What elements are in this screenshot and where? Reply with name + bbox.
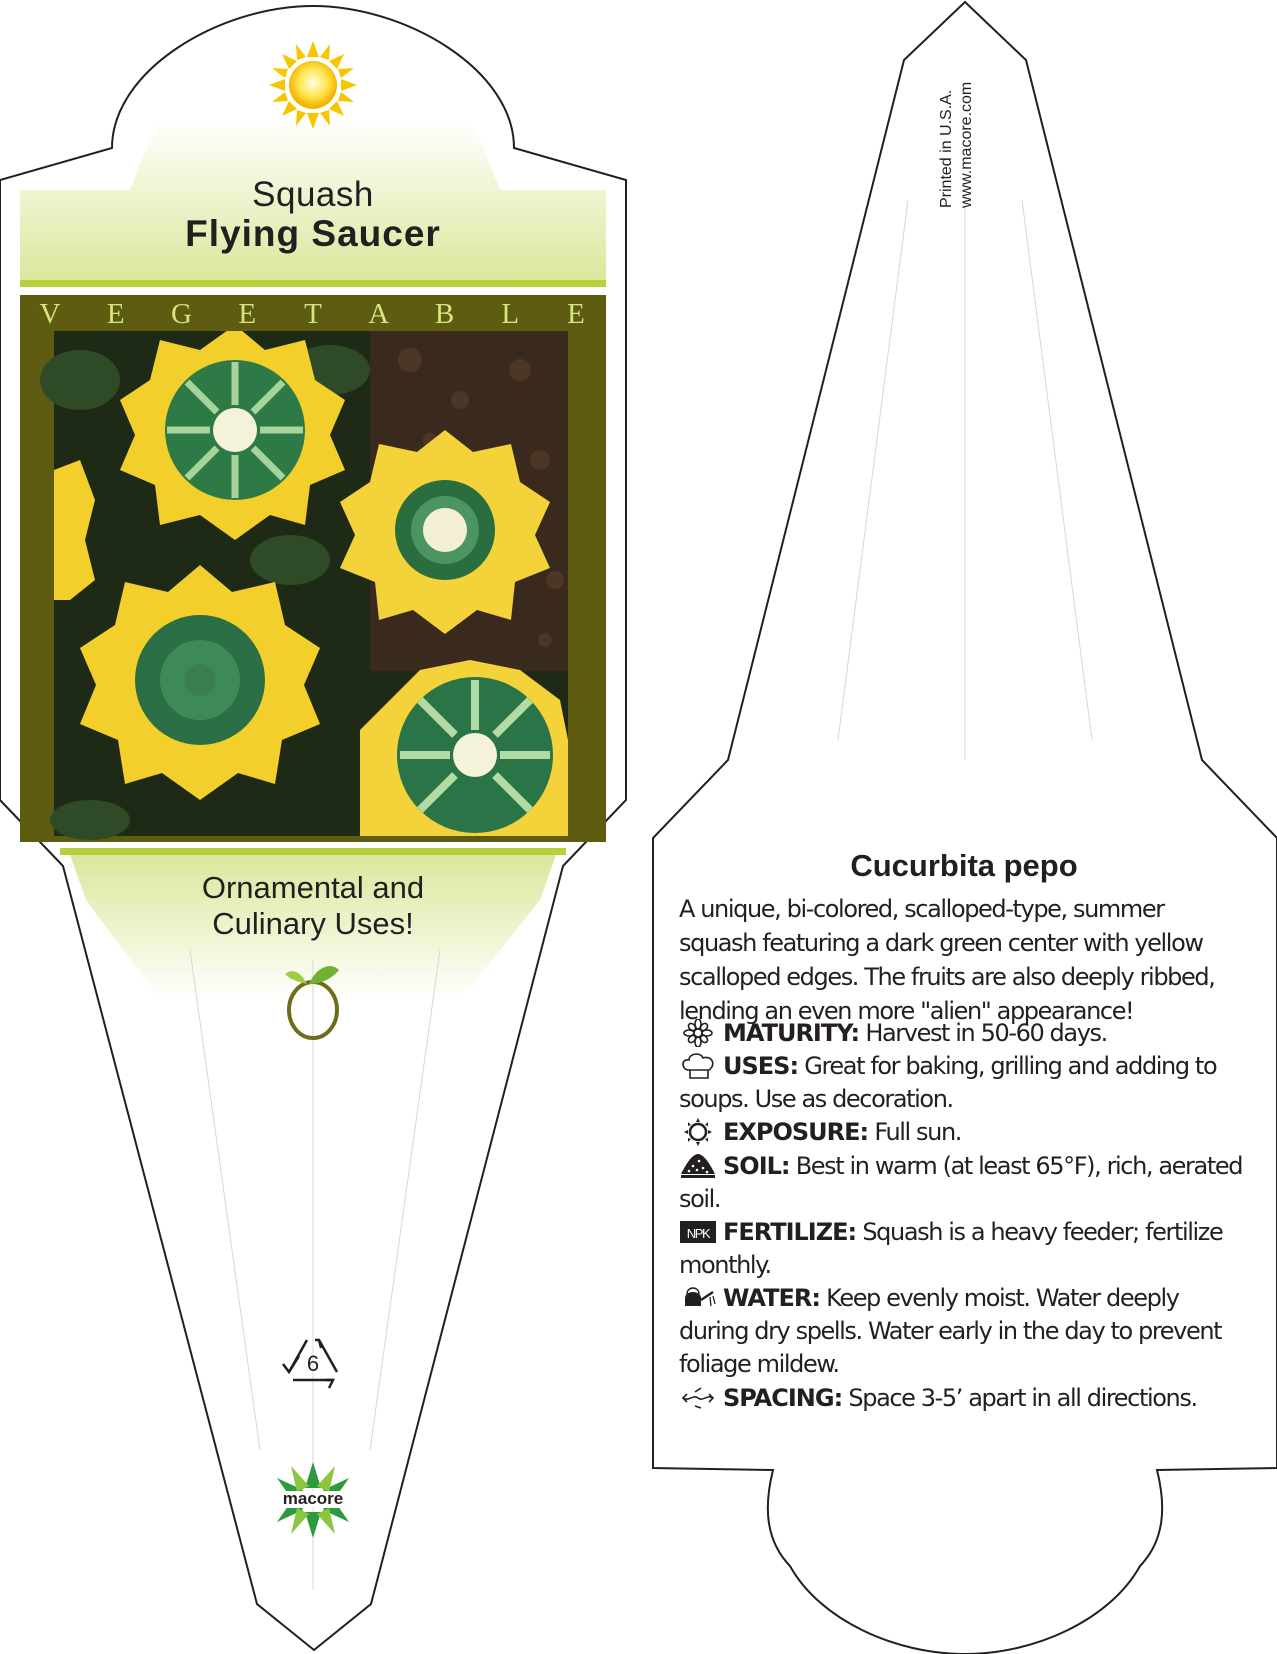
category-letter: E [238,298,257,330]
category-letter: V [39,298,61,330]
care-text: Keep evenly moist. Water deeply during dry spells. Water early in the day to prevent foliage mildew. [679,1284,1222,1378]
chef-hat-icon [679,1052,717,1080]
category-band [20,295,606,331]
category-letter: A [368,298,390,330]
front-header-rule [20,280,606,287]
flower-icon [679,1019,717,1047]
care-item [679,1116,1243,1149]
care-text: Squash is a heavy feeder; fertilize monthly. [679,1218,1223,1279]
care-text: Space 3-5’ apart in all directions. [842,1384,1197,1412]
printed-in-block [935,40,975,210]
care-item [679,1017,1243,1050]
care-item [679,1216,1243,1282]
tagline-line-2: Culinary Uses! [212,906,414,941]
care-item [679,1382,1243,1415]
care-text: Best in warm (at least 65°F), rich, aerated soil. [679,1152,1243,1213]
care-label: SOIL: [723,1152,790,1180]
spacing-arrows-icon [679,1384,717,1412]
care-label: MATURITY: [723,1019,860,1047]
category-letter: E [106,298,125,330]
category-letter: L [501,298,520,330]
flying-saucer-squash-photo [20,325,606,842]
sun-icon [679,1118,717,1146]
care-text: Great for baking, grilling and adding to soups. Use as decoration. [679,1052,1217,1113]
full-sun-icon [269,41,357,129]
recycle-code-number: 6 [306,1351,320,1376]
front-bottom-rule [60,848,566,855]
svg-text:NPK: NPK [686,1226,710,1241]
botanical-name: Cucurbita pepo [850,848,1078,883]
care-item [679,1050,1243,1116]
care-item [679,1150,1243,1216]
care-label: USES: [723,1052,799,1080]
common-name: Squash [252,175,374,214]
care-label: EXPOSURE: [723,1118,869,1146]
category-letter: T [304,298,322,330]
website: www.macore.com [958,81,975,208]
watering-can-icon [679,1284,717,1312]
tagline [120,870,506,942]
description: A unique, bi-colored, scalloped-type, summer squash featuring a dark green center with yellow scalloped edges. The fruits are also deeply ribbed, lending an even more "alien" appearance! [679,895,1215,1025]
care-label: FERTILIZE: [723,1218,857,1246]
category-letter: B [434,298,455,330]
care-label: WATER: [723,1284,820,1312]
npk-icon [679,1218,717,1246]
category-letter: E [567,298,585,330]
printed-in: Printed in U.S.A. [938,89,955,208]
care-label: SPACING: [723,1384,843,1412]
soil-pile-icon [679,1152,717,1180]
category-letter: G [171,298,192,330]
care-text: Harvest in 50-60 days. [859,1019,1107,1047]
brand-name: macore [282,1489,344,1508]
variety-name: Flying Saucer [185,213,441,254]
care-item [679,1282,1243,1381]
tagline-line-1: Ornamental and [201,870,425,905]
care-text: Full sun. [868,1118,961,1146]
